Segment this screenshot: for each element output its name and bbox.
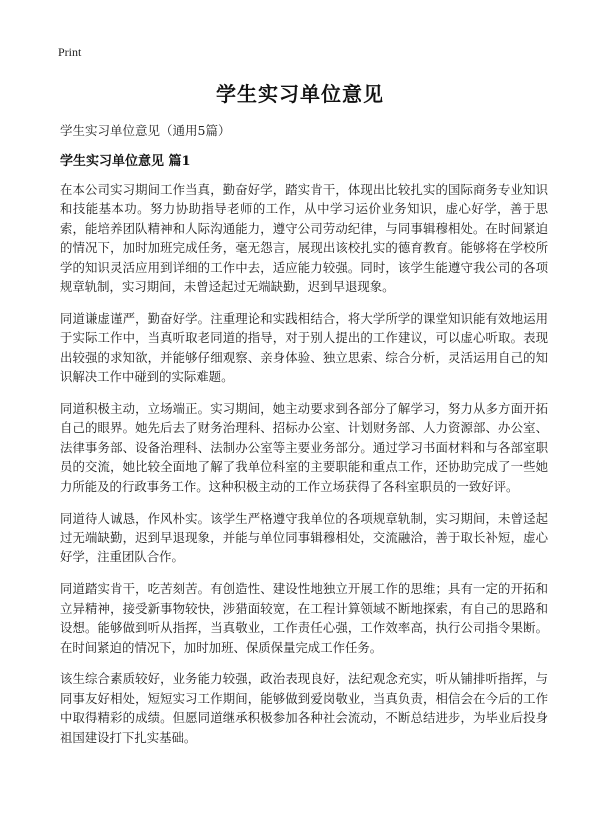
body-paragraph-5: 同道踏实肯干，吃苦刻苦。有创造性、建设性地独立开展工作的思维；具有一定的开拓和立异精神，接受新事物较快，涉猎面较宽，在工程计算领域不断地探索，有自己的思路和设想。能够做到听从指挥，当真敬业，工作责任心强，工作效率高，执行公司指令果断。在时间紧迫的情况下，加时加班、保质保量完成工作任务。 — [60, 581, 548, 655]
print-link[interactable]: Print — [58, 45, 82, 59]
body-paragraph-1: 在本公司实习期间工作当真，勤奋好学，踏实肯干，体现出比较扎实的国际商务专业知识和技能基本功。努力协助指导老师的工作，从中学习运价业务知识，虚心好学，善于思索，能培养团队精神和人际沟通能力，遵守公司劳动纪律，与同事辑穆相处。在时间紧迫的情况下，加时加班完成任务，毫无怨言，展现出该校扎实的德育教育。能够将在学校所学的知识灵活应用到详细的工作中去，适应能力较强。同时，该学生能遵守我公司的各项规章轨制，实习期间，未曾迳起过无端缺勤，迟到早退现象。 — [60, 182, 548, 295]
page-title: 学生实习单位意见 — [216, 82, 384, 106]
document-body — [60, 180, 548, 760]
document-subtitle: 学生实习单位意见（通用5篇） — [60, 123, 231, 138]
body-paragraph-2: 同道谦虚谨严，勤奋好学。注重理论和实践相结合，将大学所学的课堂知识能有效地运用于实际工作中，当真听取老同道的指导，对于别人提出的工作建议，可以虚心听取。表现出较强的求知欲，并能够仔细观察、亲身体验、独立思索、综合分析，灵活运用自己的知识解决工作中碰到的实际难题。 — [60, 310, 548, 385]
body-paragraph-4: 同道待人诚恳，作风朴实。该学生严格遵守我单位的各项规章轨制，实习期间，未曾迳起过无端缺勤，迟到早退现象，并能与单位同事辑穆相处，交流融洽，善于取长补短，虚心好学，注重团队合作。 — [60, 510, 548, 565]
section-heading: 学生实习单位意见 篇1 — [60, 154, 191, 169]
body-paragraph-3: 同道积极主动，立场端正。实习期间，她主动要求到各部分了解学习，努力从多方面开拓自己的眼界。她先后去了财务治理科、招标办公室、计划财务部、人力资源部、办公室、法律事务部、设备治理科、法制办公室等主要业务部分。通过学习书面材料和与各部室职员的交流，她比较全面地了解了我单位科室的主要职能和重点工作，还协助完成了一些她力所能及的行政事务工作。这种积极主动的工作立场获得了各科室职员的一致好评。 — [60, 401, 548, 494]
body-paragraph-6: 该生综合素质较好，业务能力较强，政治表现良好，法纪观念充实，听从铺排听指挥，与同事友好相处，短短实习工作期间，能够做到爱岗敬业，当真负责，相信会在今后的工作中取得精彩的成绩。但愿同道继承积极参加各种社会流动，不断总结进步，为毕业后投身祖国建设打下扎实基础。 — [60, 671, 548, 745]
